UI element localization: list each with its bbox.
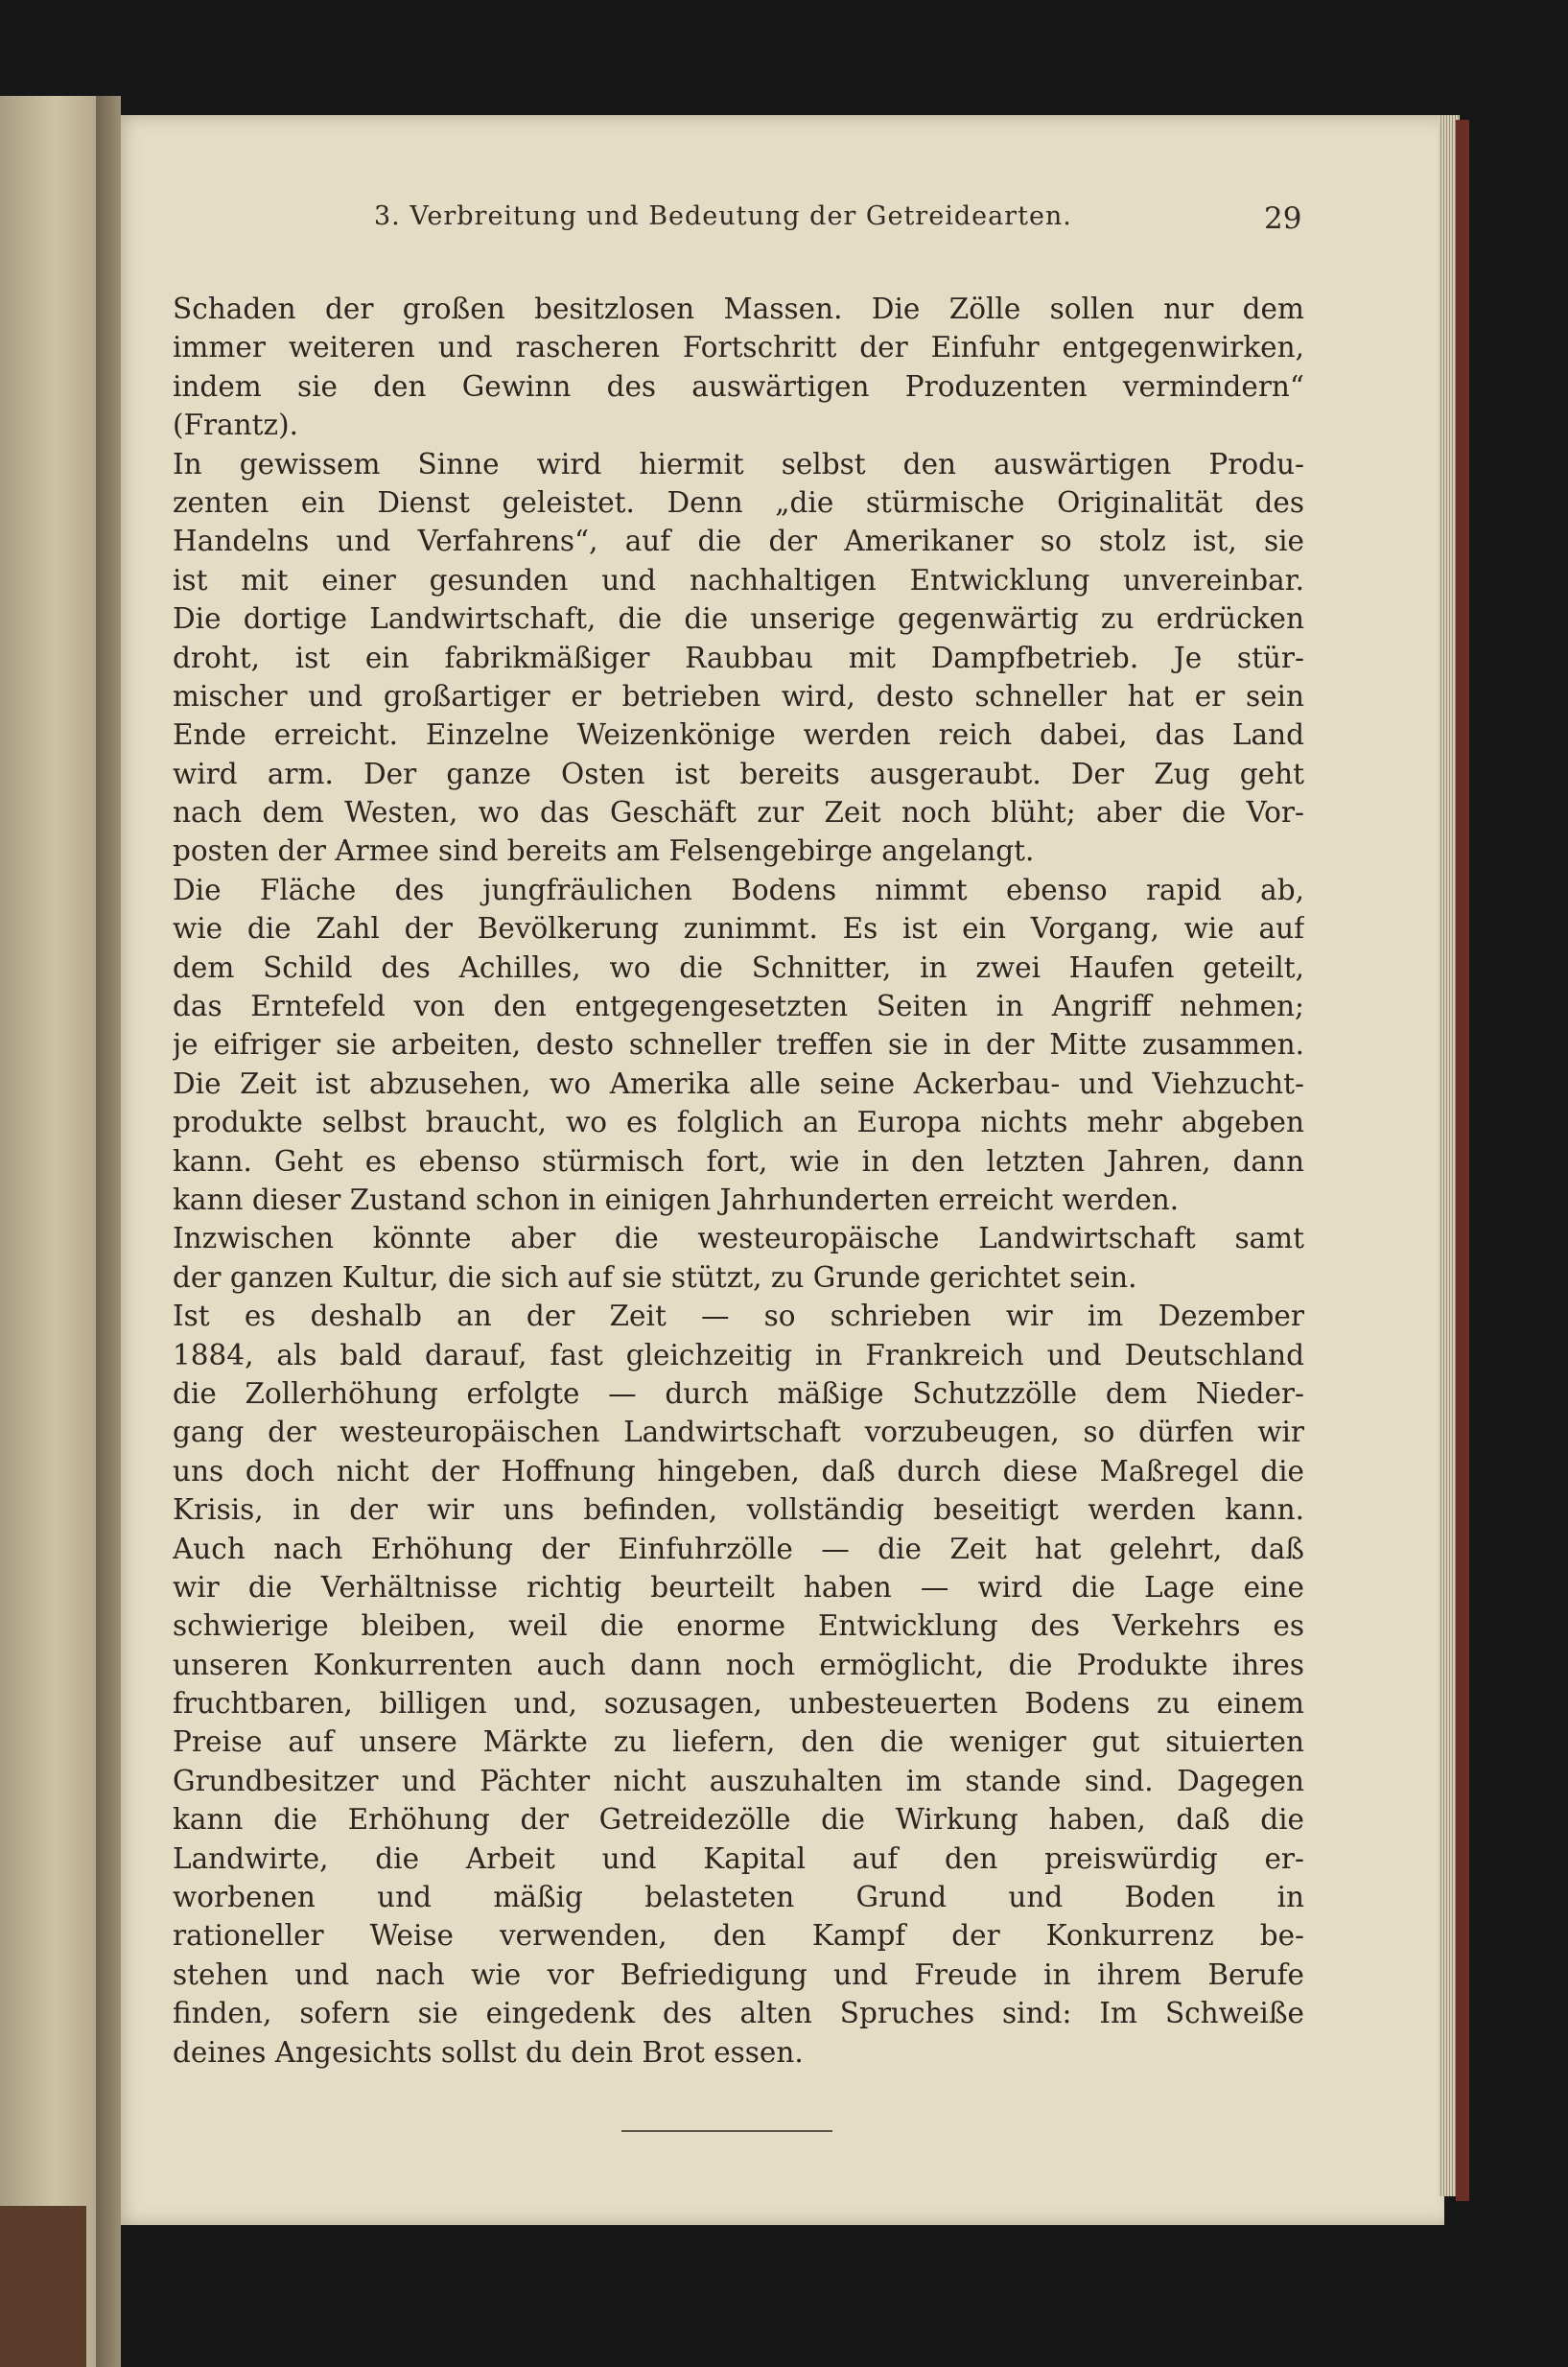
text-line: Krisis, in der wir uns befinden, vollständig beseitigt werden kann. — [173, 1493, 1304, 1527]
text-line: finden, sofern sie eingedenk des alten Spruches sind: Im Schweiße — [173, 1997, 1304, 2030]
text-line: unseren Konkurrenten auch dann noch ermöglicht, die Produkte ihres — [173, 1648, 1304, 1681]
text-line: kann dieser Zustand schon in einigen Jahrhunderten erreicht werden. — [173, 1183, 1180, 1216]
text-line: Die Zeit ist abzusehen, wo Amerika alle seine Ackerbau- und Viehzucht- — [173, 1066, 1304, 1100]
text-line: Ist es deshalb an der Zeit — so schrieben wir im Dezember — [173, 1300, 1304, 1333]
book-cover-edge — [1456, 120, 1469, 2201]
text-line: Handelns und Verfahrens“, auf die der Amerikaner so stolz ist, sie — [173, 525, 1304, 558]
previous-page-edge — [0, 96, 101, 2367]
text-line: Preise auf unsere Märkte zu liefern, den die weniger gut situierten — [173, 1725, 1304, 1759]
text-line: wie die Zahl der Bevölkerung zunimmt. Es ist ein Vorgang, wie auf — [173, 912, 1304, 946]
text-line: gang der westeuropäischen Landwirtschaft vorzubeugen, so dürfen wir — [173, 1416, 1304, 1449]
text-line: immer weiteren und rascheren Fortschritt der Einfuhr entgegenwirken, — [173, 331, 1304, 364]
text-line: kann. Geht es ebenso stürmisch fort, wie in den letzten Jahren, dann — [173, 1144, 1304, 1178]
text-line: Landwirte, die Arbeit und Kapital auf den preiswürdig er- — [173, 1841, 1304, 1875]
text-line: das Erntefeld von den entgegengesetzten Seiten in Angriff nehmen; — [173, 990, 1304, 1023]
page-gutter — [96, 96, 121, 2367]
text-line: rationeller Weise verwenden, den Kampf der Konkurrenz be- — [173, 1919, 1304, 1953]
text-line: kann die Erhöhung der Getreidezölle die Wirkung haben, daß die — [173, 1803, 1304, 1837]
text-line: Die Fläche des jungfräulichen Bodens nimmt ebenso rapid ab, — [173, 873, 1304, 906]
text-line: 1884, als bald darauf, fast gleichzeitig in Frankreich und Deutschland — [173, 1338, 1304, 1371]
text-line: (Frantz). — [173, 409, 298, 442]
text-line: ist mit einer gesunden und nachhaltigen Entwicklung unvereinbar. — [173, 563, 1304, 597]
page-number: 29 — [1264, 201, 1302, 236]
text-line: wird arm. Der ganze Osten ist bereits ausgeraubt. Der Zug geht — [173, 757, 1304, 790]
text-line: je eifriger sie arbeiten, desto schneller treffen sie in der Mitte zusammen. — [173, 1028, 1304, 1062]
text-line: Grundbesitzer und Pächter nicht auszuhalten im stande sind. Dagegen — [173, 1764, 1304, 1797]
text-line: indem sie den Gewinn des auswärtigen Produzenten vermindern“ — [173, 369, 1304, 403]
text-line: nach dem Westen, wo das Geschäft zur Zeit noch blüht; aber die Vor- — [173, 796, 1304, 830]
text-line: deines Angesichts sollst du dein Brot essen. — [173, 2035, 804, 2069]
book-cover-corner — [0, 2206, 86, 2367]
text-line: Schaden der großen besitzlosen Massen. Die Zölle sollen nur dem — [173, 293, 1304, 325]
text-line: schwierige bleiben, weil die enorme Entwicklung des Verkehrs es — [173, 1609, 1304, 1643]
running-head: 3. Verbreitung und Bedeutung der Getreidearten. — [374, 201, 1072, 231]
body-text — [173, 290, 1304, 2072]
text-line: uns doch nicht der Hoffnung hingeben, daß durch diese Maßregel die — [173, 1454, 1304, 1488]
end-rule — [621, 2130, 832, 2132]
text-line: worbenen und mäßig belasteten Grund und Boden in — [173, 1881, 1304, 1914]
text-line: Inzwischen könnte aber die westeuropäische Landwirtschaft samt — [173, 1222, 1304, 1255]
text-line: stehen und nach wie vor Befriedigung und Freude in ihrem Berufe — [173, 1957, 1304, 1991]
text-line: droht, ist ein fabrikmäßiger Raubbau mit Dampfbetrieb. Je stür- — [173, 641, 1304, 674]
text-line: In gewissem Sinne wird hiermit selbst den auswärtigen Produ- — [173, 447, 1304, 480]
text-line: der ganzen Kultur, die sich auf sie stützt, zu Grunde gerichtet sein. — [173, 1260, 1137, 1294]
text-line: mischer und großartiger er betrieben wird, desto schneller hat er sein — [173, 679, 1304, 713]
text-line: wir die Verhältnisse richtig beurteilt haben — wird die Lage eine — [173, 1570, 1304, 1604]
text-line: Ende erreicht. Einzelne Weizenkönige werden reich dabei, das Land — [173, 718, 1304, 752]
text-line: fruchtbaren, billigen und, sozusagen, unbesteuerten Bodens zu einem — [173, 1687, 1304, 1721]
text-line: posten der Armee sind bereits am Felsengebirge angelangt. — [173, 834, 1035, 868]
text-line: Auch nach Erhöhung der Einfuhrzölle — die Zeit hat gelehrt, daß — [173, 1532, 1304, 1565]
text-line: Die dortige Landwirtschaft, die die unserige gegenwärtig zu erdrücken — [173, 602, 1304, 636]
text-line: zenten ein Dienst geleistet. Denn „die stürmische Originalität des — [173, 485, 1304, 519]
text-line: produkte selbst braucht, wo es folglich an Europa nichts mehr abgeben — [173, 1106, 1304, 1139]
text-line: die Zollerhöhung erfolgte — durch mäßige Schutzzölle dem Nieder- — [173, 1376, 1304, 1410]
text-line: dem Schild des Achilles, wo die Schnitter, in zwei Haufen geteilt, — [173, 950, 1304, 984]
